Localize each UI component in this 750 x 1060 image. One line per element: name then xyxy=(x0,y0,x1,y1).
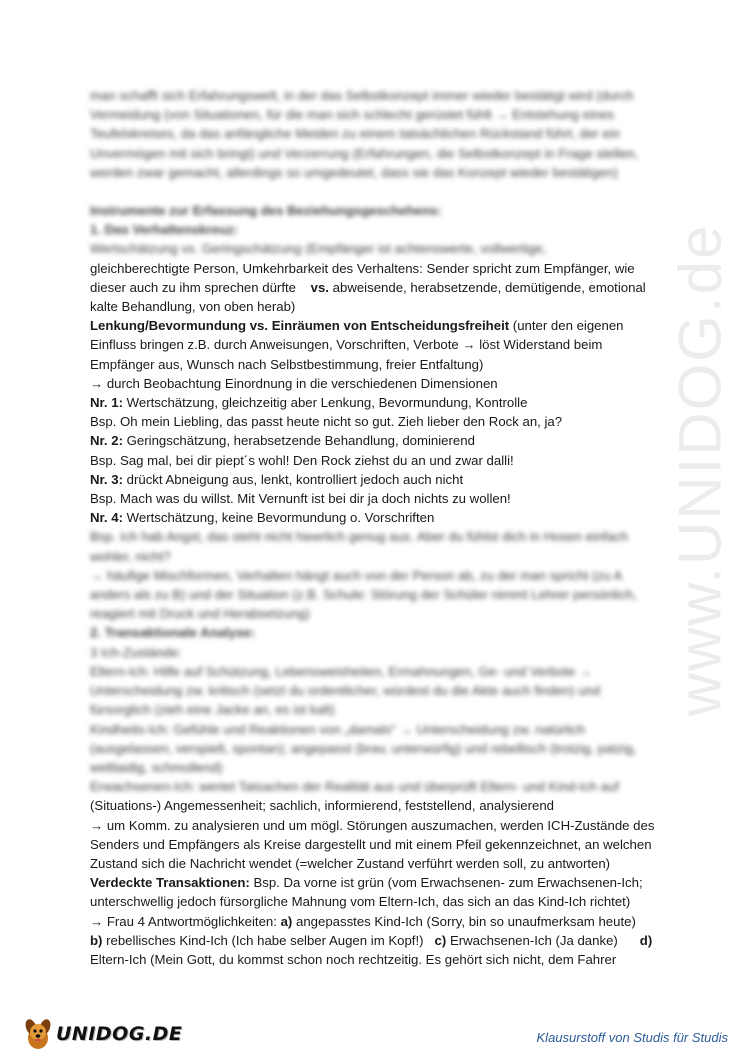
footer-tagline: Klausurstoff von Studis für Studis xyxy=(536,1030,728,1045)
unidog-logo[interactable] xyxy=(22,1014,182,1054)
blurred-section-middle xyxy=(90,527,660,796)
type-line-2: Nr. 2: Geringschätzung, herabsetzende Behandlung, dominierend xyxy=(90,433,475,449)
text-line: dieser auch zu ihm sprechen dürfte vs. abweisende, herabsetzende, demütigende, emotional xyxy=(90,279,646,295)
type-line-3: Nr. 3: drückt Abneigung aus, lenkt, kontrolliert jedoch auch nicht xyxy=(90,471,464,487)
clear-section-2 xyxy=(90,796,660,969)
text-line: kalte Behandlung, von oben herab) xyxy=(90,299,296,315)
watermark xyxy=(655,140,745,780)
text-line: → um Komm. zu analysieren und um mögl. Störungen auszumachen, werden ICH-Zustände des xyxy=(90,817,655,833)
blurred-line: Bsp. Ich hab Angst, das steht nicht hieerlich genug aus. Aber du fühlst dich in Hosen einfach xyxy=(90,529,629,545)
blurred-line: Erwachsenen-Ich: wertet Tatsachen der Realität aus und überprüft Eltern- und Kind-Ich auf xyxy=(90,779,620,795)
text-line: b) rebellisches Kind-Ich (Ich habe selber Augen im Kopf!) c) Erwachsenen-Ich (Ja danke) d) xyxy=(90,932,653,948)
blurred-line: werden zwar gemacht, allerdings so umgedeutet, dass sie das Konzept wieder bestätigen) xyxy=(90,164,618,180)
blurred-subheading: 1. Das Verhaltenskreuz: xyxy=(90,222,239,238)
text-line: Senders und Empfängers als Kreise dargestellt und mit einem Pfeil gekennzeichnet, an welchen xyxy=(90,836,652,852)
watermark-text: www.UNIDOG.de xyxy=(666,223,734,717)
blurred-line: Teufelskreises, da das anfängliche Meiden zu einem tatsächlichen Rückstand führt, der ein xyxy=(90,126,620,142)
text-line: Empfänger aus, Wunsch nach Selbstbestimmung, freier Entfaltung) xyxy=(90,356,484,372)
blurred-line: Unvermögen mit sich bringt) und Verzerrung (Erfahrungen, die Selbstkonzept in Frage stellen, xyxy=(90,145,639,161)
blurred-line: man schafft sich Erfahrungswelt, in der das Selbstkonzept immer wieder bestätigt wird (durch xyxy=(90,88,634,103)
blurred-line: Kindheits-Ich: Gefühle und Reaktionen von „damals" → Unterscheidung zw. natürlich xyxy=(90,721,586,737)
dog-icon xyxy=(22,1016,54,1052)
blurred-line: → häufige Mischformen, Verhalten hängt auch von der Person ab, zu der man spricht (zu A xyxy=(90,567,623,583)
blurred-line: anders als zu B) und der Situation (z.B. Schule: Störung der Schüler nimmt Lehrer persönlich, xyxy=(90,587,637,603)
text-line: Lenkung/Bevormundung vs. Einräumen von Entscheidungsfreiheit (unter den eigenen xyxy=(90,318,624,334)
document-body xyxy=(90,86,660,969)
blurred-line: Vermeidung (von Situationen, für die man sich schlecht gerüstet fühlt → Entstehung eines xyxy=(90,107,615,123)
text-line: Eltern-Ich (Mein Gott, du kommst schon noch rechtzeitig. Es gehört sich nicht, dem Fahrer xyxy=(90,951,617,967)
page-footer xyxy=(0,1010,750,1060)
paragraph-spacer xyxy=(90,182,660,201)
text-line: Zustand sich die Nachricht wendet (=welcher Zustand verführt werden soll, zu antworten) xyxy=(90,855,611,871)
clear-section-1 xyxy=(90,259,660,528)
blurred-line: Unterscheidung zw. kritisch (setzt du ordentlicher, würdest du die Akte auch finden) und xyxy=(90,683,601,699)
text-line: → durch Beobachtung Einordnung in die verschiedenen Dimensionen xyxy=(90,375,498,391)
blurred-heading: Instrumente zur Erfassung des Beziehungsgeschehens: xyxy=(90,203,442,219)
blurred-line: 3 Ich-Zustände: xyxy=(90,644,182,660)
blurred-line: weltlaidig, schmollend) xyxy=(90,759,223,775)
blurred-section-top xyxy=(90,86,660,182)
example-line-2: Bsp. Sag mal, bei dir piept´s wohl! Den Rock ziehst du an und zwar dalli! xyxy=(90,452,514,468)
blurred-line: (ausgelassen, verspielt, spontan); angepasst (brav, unterwürfig) und rebellisch (trotzig, patzig, xyxy=(90,740,637,756)
text-line: unterschwellig jedoch fürsorgliche Mahnung vom Eltern-Ich, das sich an das Kind-Ich richtet) xyxy=(90,894,631,910)
blurred-line: wohler, nicht? xyxy=(90,548,171,564)
blurred-line: reagiert mit Druck und Herabsetzung) xyxy=(90,606,310,622)
blurred-line: Wertschätzung vs. Geringschätzung (Empfänger ist achtenswerte, vollwertige, xyxy=(90,241,547,257)
text-line: gleichberechtigte Person, Umkehrbarkeit des Verhaltens: Sender spricht zum Empfänger, wie xyxy=(90,260,635,276)
type-line-1: Nr. 1: Wertschätzung, gleichzeitig aber Lenkung, Bevormundung, Kontrolle xyxy=(90,395,528,411)
text-line: → Frau 4 Antwortmöglichkeiten: a) angepasstes Kind-Ich (Sorry, bin so unaufmerksam heute) xyxy=(90,913,636,929)
blurred-section-heading xyxy=(90,201,660,259)
example-line-3: Bsp. Mach was du willst. Mit Vernunft ist bei dir ja doch nichts zu wollen! xyxy=(90,491,511,507)
blurred-line: fürsorglich (zieh eine Jacke an, es ist kalt) xyxy=(90,702,335,718)
example-line-1: Bsp. Oh mein Liebling, das passt heute nicht so gut. Zieh lieber den Rock an, ja? xyxy=(90,414,563,430)
blurred-line: Eltern-Ich: Hilfe auf Schützung, Lebensweisheiten, Ermahnungen, Ge- und Verbote → xyxy=(90,663,593,679)
logo-text: UNIDOG.DE xyxy=(56,1023,183,1045)
text-line: (Situations-) Angemessenheit; sachlich, informierend, feststellend, analysierend xyxy=(90,798,555,814)
text-line: Verdeckte Transaktionen: Bsp. Da vorne ist grün (vom Erwachsenen- zum Erwachsenen-Ich; xyxy=(90,875,643,891)
type-line-4: Nr. 4: Wertschätzung, keine Bevormundung o. Vorschriften xyxy=(90,510,435,526)
text-line: Einfluss bringen z.B. durch Anweisungen, Vorschriften, Verbote → löst Widerstand beim xyxy=(90,337,603,353)
blurred-heading: 2. Transaktionale Analyse: xyxy=(90,625,256,641)
